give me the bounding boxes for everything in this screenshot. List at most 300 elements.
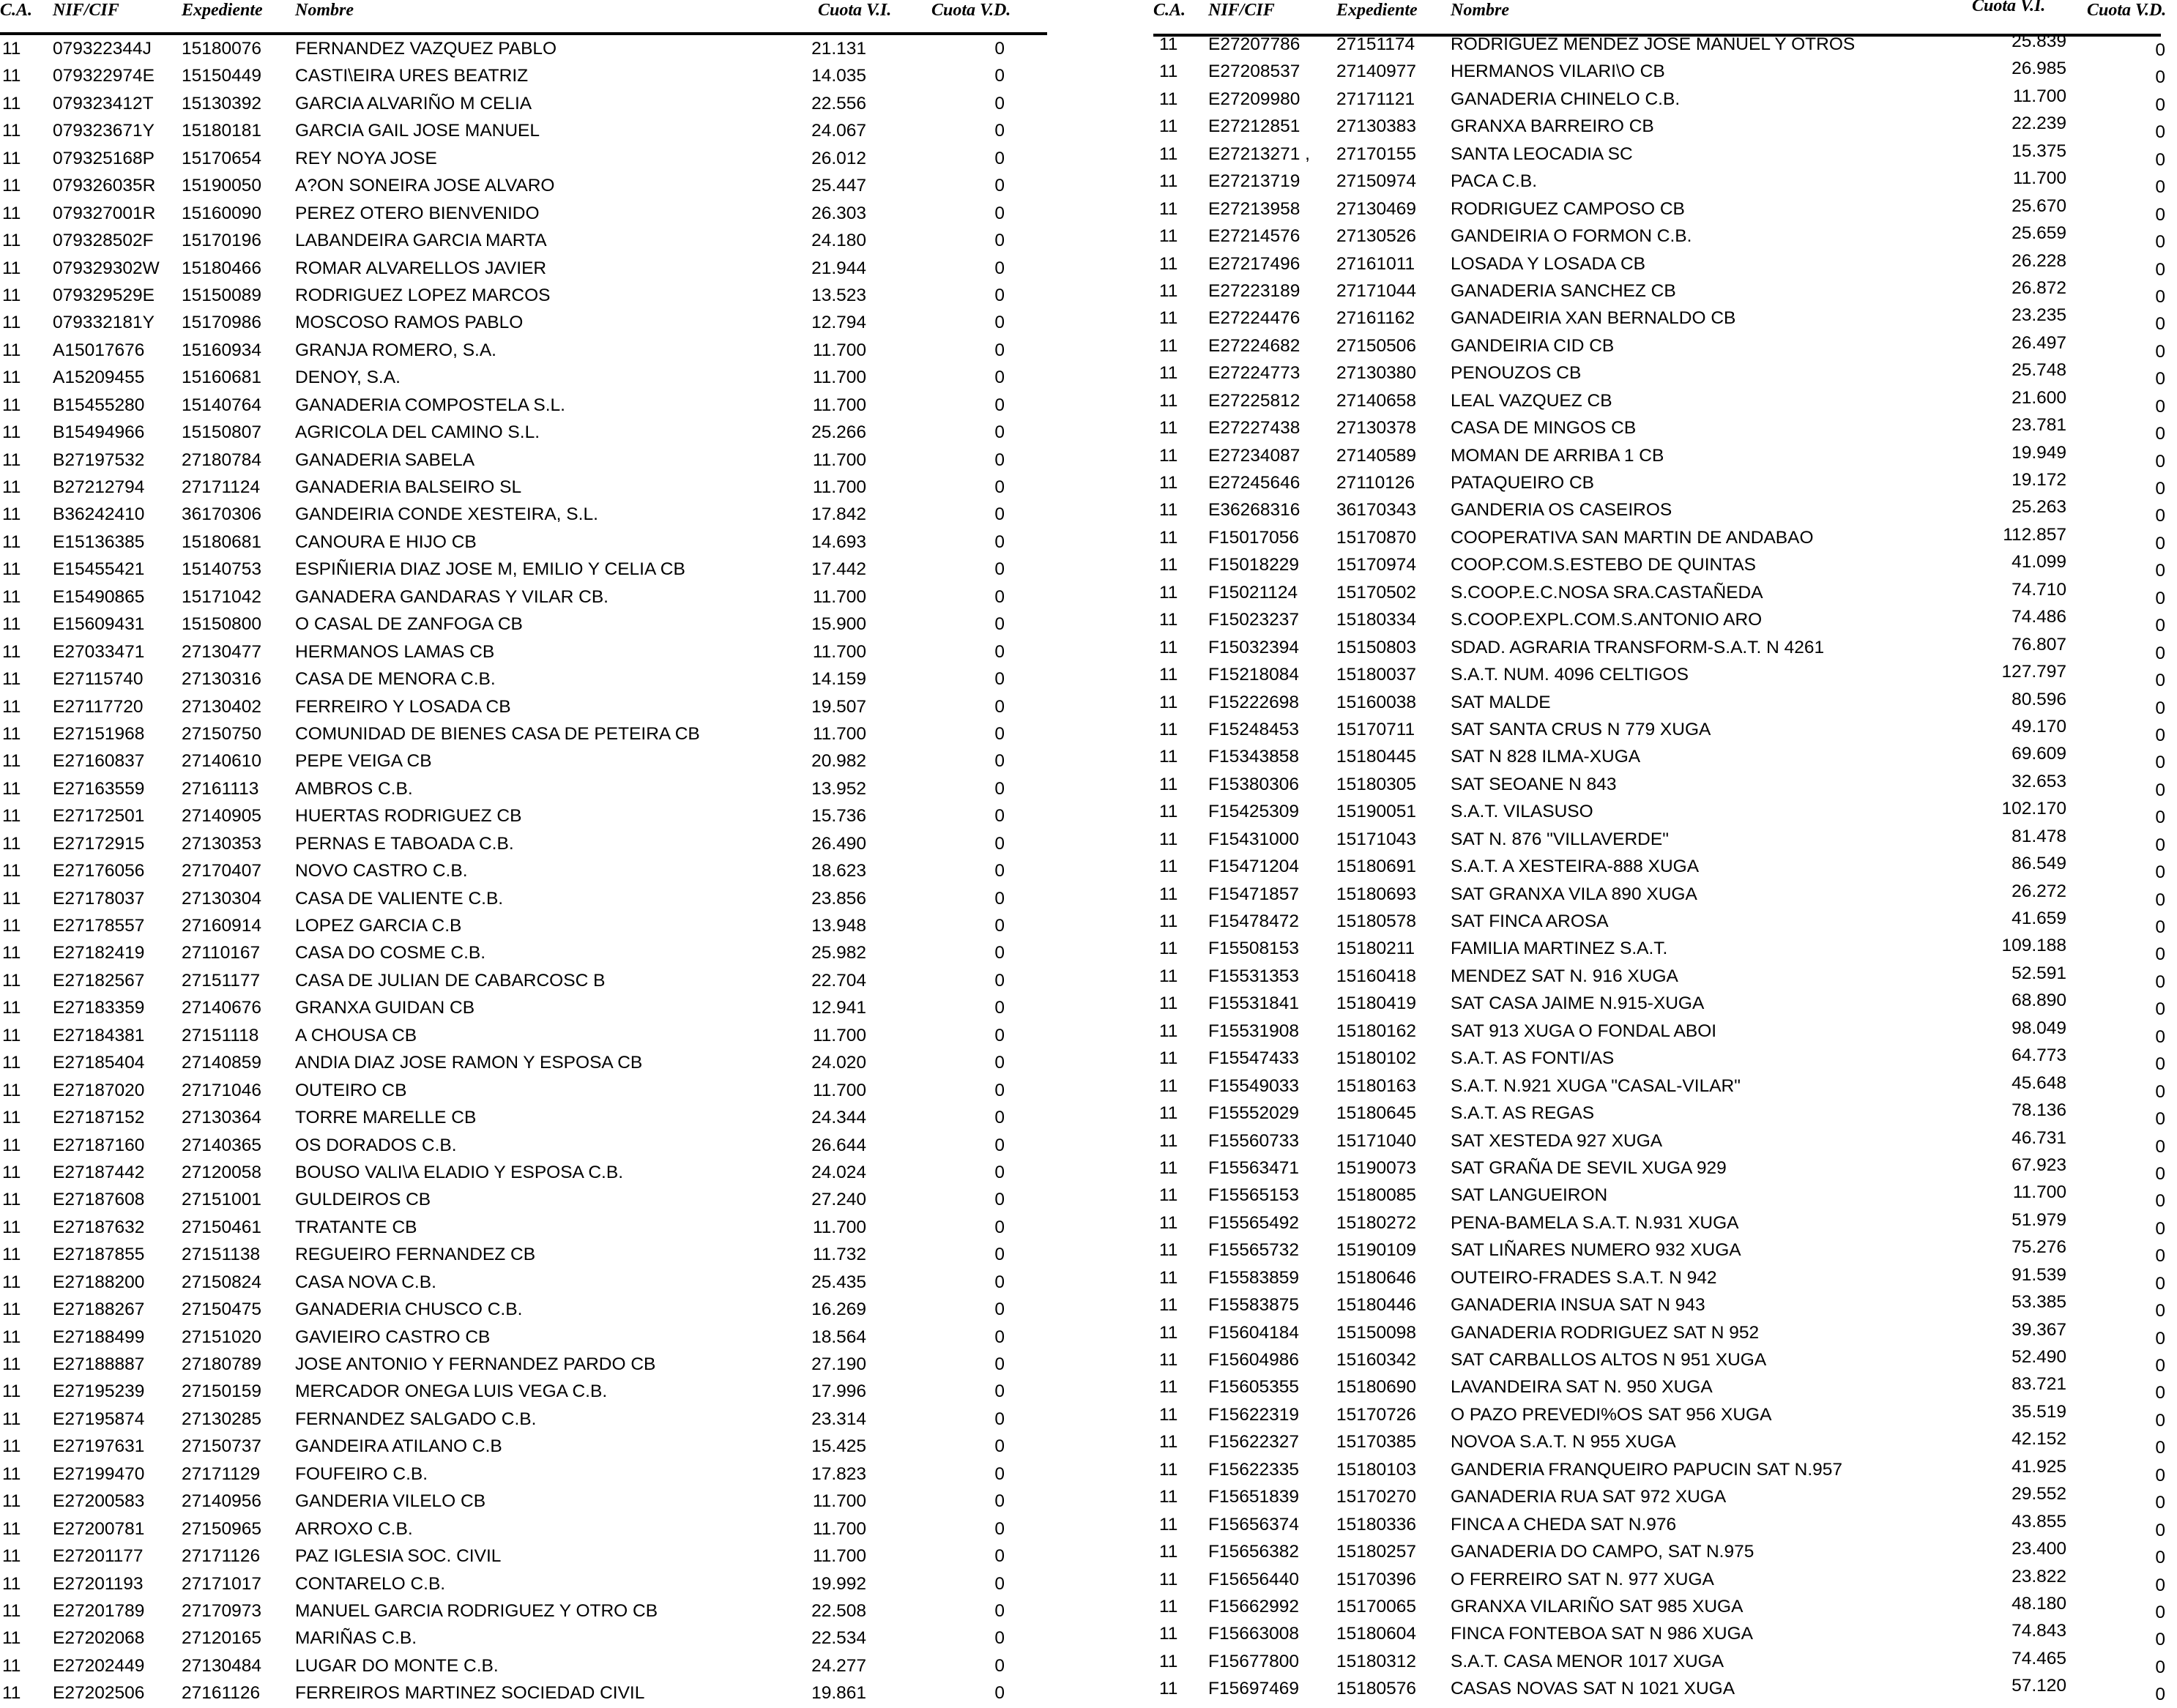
cell-cuota-vd: 0 [2155, 479, 2165, 499]
cell-cuota-vi: 18.564 [811, 1327, 866, 1347]
cell-cuota-vi: 25.670 [2012, 195, 2066, 216]
cell-nif: E27201193 [53, 1573, 144, 1594]
cell-nombre: S.A.T. CASA MENOR 1017 XUGA [1451, 1651, 1724, 1671]
cell-ca: 11 [2, 39, 21, 59]
cell-nombre: S.COOP.E.C.NOSA SRA.CASTAÑEDA [1451, 582, 1763, 603]
cell-nombre: PAZ IGLESIA SOC. CIVIL [295, 1546, 502, 1567]
cell-nif: E27214576 [1208, 226, 1300, 247]
cell-nif: E27202068 [53, 1628, 145, 1649]
table-row [0, 1077, 1047, 1104]
cell-ca: 11 [2, 368, 21, 388]
cell-ca: 11 [2, 66, 21, 86]
cell-nombre: SAT SEOANE N 843 [1451, 774, 1617, 794]
cell-nif: F15565732 [1208, 1240, 1299, 1261]
cell-expediente: 27151020 [182, 1327, 262, 1347]
cell-ca: 11 [1159, 1103, 1178, 1124]
cell-ca: 11 [1159, 911, 1178, 931]
cell-cuota-vi: 74.486 [2012, 607, 2066, 627]
cell-expediente: 15180211 [1336, 939, 1415, 959]
cell-nombre: AMBROS C.B. [295, 778, 413, 799]
cell-expediente: 27150750 [182, 723, 262, 744]
cell-nif: E27160837 [53, 751, 145, 772]
cell-cuota-vi: 21.600 [2012, 387, 2066, 408]
cell-nif: E27187442 [53, 1162, 145, 1182]
cell-expediente: 15180646 [1336, 1267, 1417, 1288]
table-row [0, 501, 1047, 528]
cell-nif: B27197532 [53, 450, 145, 470]
cell-cuota-vd: 0 [2155, 341, 2165, 362]
cell-cuota-vd: 0 [994, 1518, 1005, 1539]
cell-cuota-vd: 0 [2155, 1109, 2165, 1130]
cell-nif: A15209455 [53, 368, 145, 388]
cell-cuota-vi: 69.609 [2012, 744, 2066, 764]
cell-cuota-vi: 20.982 [811, 751, 866, 772]
cell-nif: E27182419 [53, 943, 145, 963]
cell-cuota-vi: 17.442 [811, 559, 866, 580]
cell-nombre: GANDEIRIA CID CB [1451, 335, 1615, 356]
cell-cuota-vi: 26.985 [2012, 59, 2066, 79]
cell-cuota-vi: 74.465 [2012, 1648, 2066, 1668]
cell-cuota-vi: 24.180 [811, 231, 866, 251]
cell-ca: 11 [1159, 34, 1178, 54]
table-row [0, 1022, 1047, 1049]
cell-cuota-vi: 24.067 [811, 121, 866, 141]
table-row [0, 1679, 1047, 1707]
cell-cuota-vi: 19.949 [2012, 442, 2066, 463]
cell-ca: 11 [2, 1162, 21, 1182]
cell-nombre: PENA-BAMELA S.A.T. N.931 XUGA [1451, 1212, 1739, 1233]
cell-ca: 11 [2, 1518, 21, 1539]
cell-cuota-vi: 18.623 [811, 861, 866, 881]
cell-nombre: JOSE ANTONIO Y FERNANDEZ PARDO CB [295, 1354, 656, 1374]
cell-nombre: GANDEIRIA CONDE XESTEIRA, S.L. [295, 504, 598, 525]
cell-ca: 11 [2, 669, 21, 690]
cell-nif: E27200781 [53, 1518, 145, 1539]
cell-nombre: GANDERIA OS CASEIROS [1451, 500, 1672, 521]
cell-cuota-vi: 64.773 [2012, 1045, 2066, 1066]
cell-ca: 11 [1159, 747, 1178, 767]
cell-cuota-vi: 25.982 [811, 943, 866, 963]
cell-expediente: 15150807 [182, 422, 262, 443]
cell-cuota-vi: 23.400 [2012, 1539, 2066, 1559]
cell-cuota-vd: 0 [994, 1025, 1005, 1045]
cell-expediente: 15170986 [182, 313, 262, 333]
header-nombre: Nombre [295, 1, 354, 20]
cell-cuota-vi: 19.861 [811, 1683, 866, 1704]
cell-nombre: PEPE VEIGA CB [295, 751, 432, 772]
cell-nif: F15622327 [1208, 1432, 1299, 1452]
cell-cuota-vd: 0 [2155, 533, 2165, 553]
cell-nombre: CASTI\EIRA URES BEATRIZ [295, 66, 529, 86]
cell-nombre: GANDEIRIA O FORMON C.B. [1451, 226, 1692, 247]
cell-nif: F15248453 [1208, 719, 1299, 739]
cell-expediente: 15170196 [182, 231, 262, 251]
cell-nombre: GANADERIA RODRIGUEZ SAT N 952 [1451, 1322, 1760, 1343]
cell-ca: 11 [2, 176, 21, 196]
cell-ca: 11 [2, 998, 21, 1018]
cell-ca: 11 [2, 943, 21, 963]
cell-cuota-vi: 17.823 [811, 1463, 866, 1484]
cell-expediente: 27130484 [182, 1655, 262, 1676]
cell-cuota-vd: 0 [2155, 1301, 2165, 1321]
cell-nombre: MOSCOSO RAMOS PABLO [295, 313, 524, 333]
cell-nombre: ANDIA DIAZ JOSE RAMON Y ESPOSA CB [295, 1053, 643, 1073]
cell-nif: F15017056 [1208, 527, 1299, 548]
cell-cuota-vi: 24.277 [811, 1655, 866, 1676]
cell-nombre: ESPIÑIERIA DIAZ JOSE M, EMILIO Y CELIA CB [295, 559, 685, 580]
cell-cuota-vi: 91.539 [2012, 1264, 2066, 1285]
cell-expediente: 27140676 [182, 998, 262, 1018]
cell-nif: E27115740 [53, 669, 144, 690]
cell-ca: 11 [2, 450, 21, 470]
cell-cuota-vi: 11.700 [812, 1217, 866, 1237]
cell-ca: 11 [1159, 198, 1178, 219]
cell-ca: 11 [1159, 692, 1178, 712]
cell-nombre: PERNAS E TABOADA C.B. [295, 833, 514, 854]
cell-ca: 11 [1159, 1569, 1178, 1589]
cell-nif: E27199470 [53, 1463, 145, 1484]
table-row [0, 447, 1047, 474]
cell-cuota-vd: 0 [2155, 972, 2165, 992]
cell-nif: F15508153 [1208, 939, 1299, 959]
cell-nombre: SAT N 828 ILMA-XUGA [1451, 747, 1641, 767]
cell-nombre: GANADERIA BALSEIRO SL [295, 477, 522, 497]
table-row [0, 1049, 1047, 1076]
cell-nombre: S.A.T. A XESTEIRA-888 XUGA [1451, 857, 1700, 877]
table-row [0, 309, 1047, 336]
cell-cuota-vd: 0 [2155, 1081, 2165, 1102]
cell-cuota-vi: 81.478 [2012, 826, 2066, 846]
cell-cuota-vi: 78.136 [2012, 1100, 2066, 1121]
cell-nombre: OUTEIRO-FRADES S.A.T. N 942 [1451, 1267, 1717, 1288]
table-row [0, 1186, 1047, 1213]
cell-cuota-vd: 0 [994, 861, 1005, 881]
cell-nombre: SAT N. 876 "VILLAVERDE" [1451, 829, 1669, 849]
cell-expediente: 27130469 [1336, 198, 1417, 219]
cell-nif: 079326035R [53, 176, 156, 196]
cell-expediente: 15140753 [182, 559, 262, 580]
table-row [0, 90, 1047, 117]
header-nombre: Nombre [1451, 1, 1509, 20]
cell-nombre: GANADERIA RUA SAT 972 XUGA [1451, 1487, 1727, 1507]
cell-ca: 11 [2, 1409, 21, 1429]
cell-expediente: 27180784 [182, 450, 262, 470]
table-row [0, 1488, 1047, 1515]
cell-nombre: SAT CARBALLOS ALTOS N 951 XUGA [1451, 1350, 1767, 1370]
cell-nif: E15136385 [53, 532, 145, 552]
cell-ca: 11 [2, 313, 21, 333]
table-row [0, 611, 1047, 638]
cell-nif: F15425309 [1208, 802, 1299, 822]
cell-nif: E27213719 [1208, 171, 1300, 192]
cell-ca: 11 [1159, 390, 1178, 411]
cell-nombre: GAVIEIRO CASTRO CB [295, 1327, 491, 1347]
cell-nif: B27212794 [53, 477, 145, 497]
cell-nombre: O CASAL DE ZANFOGA CB [295, 614, 523, 635]
table-row [0, 1351, 1047, 1378]
cell-cuota-vi: 22.508 [811, 1600, 866, 1621]
cell-cuota-vd: 0 [2155, 1410, 2165, 1431]
cell-cuota-vd: 0 [2155, 67, 2165, 88]
cell-expediente: 27130378 [1336, 418, 1417, 439]
cell-ca: 11 [2, 1327, 21, 1347]
cell-ca: 11 [2, 340, 21, 360]
cell-cuota-vd: 0 [994, 696, 1005, 717]
cell-expediente: 27150737 [182, 1436, 262, 1457]
cell-cuota-vd: 0 [2155, 1026, 2165, 1047]
cell-nif: E27195874 [53, 1409, 145, 1429]
cell-cuota-vd: 0 [2155, 1328, 2165, 1349]
cell-nif: E27207786 [1208, 34, 1300, 54]
cell-ca: 11 [1159, 582, 1178, 603]
cell-expediente: 15180681 [182, 532, 262, 552]
cell-cuota-vd: 0 [994, 1135, 1005, 1155]
table-body [0, 35, 1047, 1707]
header-nif: NIF/CIF [1208, 1, 1275, 20]
cell-cuota-vd: 0 [2155, 890, 2165, 910]
cell-nif: F15531908 [1208, 1021, 1299, 1041]
cell-nif: 079325168P [53, 148, 155, 168]
cell-nif: B15455280 [53, 395, 145, 415]
cell-expediente: 27140859 [182, 1053, 262, 1073]
cell-cuota-vd: 0 [2155, 917, 2165, 937]
cell-nombre: SAT LANGUEIRON [1451, 1185, 1608, 1206]
cell-ca: 11 [1159, 884, 1178, 904]
cell-nombre: LUGAR DO MONTE C.B. [295, 1655, 499, 1676]
cell-nif: F15547433 [1208, 1048, 1299, 1069]
cell-cuota-vi: 41.099 [2012, 552, 2066, 573]
cell-expediente: 36170306 [182, 504, 262, 525]
cell-cuota-vd: 0 [994, 970, 1005, 991]
cell-expediente: 27170973 [182, 1600, 262, 1621]
cell-ca: 11 [1159, 1624, 1178, 1644]
cell-expediente: 15190073 [1336, 1157, 1417, 1178]
cell-nombre: HERMANOS LAMAS CB [295, 641, 495, 662]
cell-expediente: 27160914 [182, 916, 262, 936]
cell-nif: E27234087 [1208, 445, 1300, 466]
cell-ca: 11 [2, 1600, 21, 1621]
cell-nombre: MERCADOR ONEGA LUIS VEGA C.B. [295, 1381, 608, 1402]
cell-cuota-vd: 0 [994, 450, 1005, 470]
cell-cuota-vi: 25.263 [2012, 497, 2066, 518]
cell-expediente: 15180604 [1336, 1624, 1417, 1644]
table-row [0, 117, 1047, 144]
cell-nif: E27188200 [53, 1272, 145, 1292]
cell-cuota-vi: 11.700 [812, 477, 866, 497]
cell-ca: 11 [2, 1080, 21, 1100]
cell-cuota-vd: 0 [994, 1327, 1005, 1347]
cell-cuota-vi: 53.385 [2012, 1292, 2066, 1313]
cell-cuota-vi: 11.700 [812, 1080, 866, 1100]
cell-ca: 11 [1159, 719, 1178, 739]
cell-cuota-vd: 0 [2155, 671, 2165, 691]
cell-cuota-vd: 0 [2155, 944, 2165, 965]
cell-expediente: 15180576 [1336, 1679, 1417, 1699]
cell-nif: E27200583 [53, 1491, 145, 1512]
cell-cuota-vi: 26.272 [2012, 881, 2066, 901]
cell-cuota-vi: 25.659 [2012, 223, 2066, 244]
cell-nombre: COOPERATIVA SAN MARTIN DE ANDABAO [1451, 527, 1814, 548]
cell-nif: E27188499 [53, 1327, 145, 1347]
cell-expediente: 27151001 [182, 1190, 262, 1210]
cell-ca: 11 [2, 696, 21, 717]
table-row [0, 775, 1047, 802]
cell-cuota-vi: 42.152 [2012, 1429, 2066, 1450]
cell-expediente: 27171017 [182, 1573, 262, 1594]
cell-expediente: 15160681 [182, 368, 262, 388]
header-expediente: Expediente [182, 1, 263, 20]
cell-nif: F15552029 [1208, 1103, 1299, 1124]
cell-ca: 11 [1159, 418, 1178, 439]
cell-nombre: CASA DE VALIENTE C.B. [295, 888, 504, 909]
cell-ca: 11 [1159, 802, 1178, 822]
cell-cuota-vd: 0 [994, 368, 1005, 388]
cell-cuota-vd: 0 [2155, 451, 2165, 471]
cell-expediente: 27151174 [1336, 34, 1415, 54]
cell-cuota-vd: 0 [994, 614, 1005, 635]
cell-cuota-vi: 39.367 [2012, 1319, 2066, 1340]
cell-cuota-vd: 0 [994, 1683, 1005, 1704]
cell-cuota-vd: 0 [994, 148, 1005, 168]
cell-cuota-vd: 0 [994, 258, 1005, 278]
table-row [0, 1515, 1047, 1543]
cell-nombre: OS DORADOS C.B. [295, 1135, 457, 1155]
cell-cuota-vd: 0 [994, 1409, 1005, 1429]
cell-nombre: RODRIGUEZ CAMPOSO CB [1451, 198, 1685, 219]
cell-ca: 11 [1159, 1267, 1178, 1288]
cell-nif: 079322344J [53, 39, 152, 59]
cell-cuota-vi: 11.700 [812, 1518, 866, 1539]
cell-expediente: 27161113 [182, 778, 259, 799]
cell-cuota-vi: 24.344 [811, 1108, 866, 1128]
cell-cuota-vi: 14.035 [811, 66, 866, 86]
cell-nif: F15656382 [1208, 1542, 1299, 1562]
cell-cuota-vd: 0 [994, 751, 1005, 772]
cell-expediente: 15180076 [182, 39, 262, 59]
cell-cuota-vi: 15.900 [811, 614, 866, 635]
cell-nombre: GANADERIA SABELA [295, 450, 475, 470]
cell-expediente: 15180162 [1336, 1021, 1417, 1041]
cell-cuota-vd: 0 [994, 1491, 1005, 1512]
cell-ca: 11 [1159, 89, 1178, 109]
cell-nif: F15218084 [1208, 665, 1299, 685]
cell-nif: E27213958 [1208, 198, 1300, 219]
cell-expediente: 15180312 [1336, 1651, 1417, 1671]
cell-cuota-vd: 0 [994, 1436, 1005, 1457]
cell-nif: F15018229 [1208, 555, 1299, 575]
cell-ca: 11 [1159, 966, 1178, 986]
cell-nombre: SAT FINCA AROSA [1451, 911, 1609, 931]
cell-nombre: CASA DO COSME C.B. [295, 943, 486, 963]
cell-nif: E27117720 [53, 696, 144, 717]
table-row [0, 1543, 1047, 1570]
cell-cuota-vd: 0 [994, 888, 1005, 909]
cell-ca: 11 [1159, 1459, 1178, 1480]
table-row [0, 282, 1047, 309]
cell-ca: 11 [1159, 473, 1178, 493]
cell-expediente: 15170396 [1336, 1569, 1417, 1589]
cell-ca: 11 [1159, 226, 1178, 247]
cell-ca: 11 [2, 1272, 21, 1292]
cell-expediente: 27130364 [182, 1108, 262, 1128]
cell-cuota-vd: 0 [2155, 1356, 2165, 1376]
cell-expediente: 15180578 [1336, 911, 1417, 931]
cell-nif: F15478472 [1208, 911, 1299, 931]
cell-nif: F15531353 [1208, 966, 1299, 986]
cell-cuota-vd: 0 [2155, 177, 2165, 198]
cell-cuota-vi: 13.523 [811, 285, 866, 305]
cell-nombre: S.A.T. AS FONTI/AS [1451, 1048, 1615, 1069]
cell-cuota-vd: 0 [994, 422, 1005, 443]
cell-cuota-vi: 112.857 [2003, 524, 2066, 545]
cell-nif: E27245646 [1208, 473, 1300, 493]
cell-expediente: 15180446 [1336, 1295, 1417, 1316]
cell-cuota-vd: 0 [2155, 588, 2165, 608]
cell-cuota-vi: 11.700 [812, 1025, 866, 1045]
cell-cuota-vi: 52.591 [2012, 963, 2066, 983]
cell-ca: 11 [1159, 1075, 1178, 1096]
cell-expediente: 27130316 [182, 669, 262, 690]
cell-cuota-vi: 26.490 [811, 833, 866, 854]
cell-cuota-vd: 0 [994, 586, 1005, 607]
cell-ca: 11 [1159, 1487, 1178, 1507]
cell-ca: 11 [2, 1573, 21, 1594]
cell-cuota-vd: 0 [994, 39, 1005, 59]
cell-ca: 11 [2, 258, 21, 278]
cell-nombre: CASA DE MINGOS CB [1451, 418, 1637, 439]
cell-cuota-vd: 0 [2155, 259, 2165, 280]
cell-ca: 11 [1159, 116, 1178, 137]
cell-cuota-vi: 76.807 [2012, 634, 2066, 655]
cell-nif: E27201789 [53, 1600, 145, 1621]
cell-expediente: 27170155 [1336, 143, 1417, 164]
cell-expediente: 27171121 [1336, 89, 1415, 109]
cell-nif: E27224682 [1208, 335, 1300, 356]
cell-nombre: CASA DE JULIAN DE CABARCOSC B [295, 970, 606, 991]
cell-expediente: 15171040 [1336, 1130, 1417, 1151]
cell-nombre: FOUFEIRO C.B. [295, 1463, 428, 1484]
table-row [0, 1159, 1047, 1186]
cell-nombre: SAT GRANXA VILA 890 XUGA [1451, 884, 1697, 904]
cell-nif: E27197631 [53, 1436, 145, 1457]
cell-nif: F15565492 [1208, 1212, 1299, 1233]
cell-ca: 11 [2, 1683, 21, 1704]
cell-nombre: OUTEIRO CB [295, 1080, 407, 1100]
cell-cuota-vi: 15.736 [811, 806, 866, 827]
cell-expediente: 27130285 [182, 1409, 262, 1429]
table-row [0, 255, 1047, 282]
cell-expediente: 27110167 [182, 943, 261, 963]
cell-ca: 11 [1159, 308, 1178, 329]
cell-nif: 079328502F [53, 231, 154, 251]
table-row [0, 474, 1047, 501]
cell-nif: F15343858 [1208, 747, 1299, 767]
cell-nombre: FAMILIA MARTINEZ S.A.T. [1451, 939, 1668, 959]
cell-ca: 11 [1159, 665, 1178, 685]
table-row [0, 200, 1047, 227]
cell-cuota-vd: 0 [994, 231, 1005, 251]
cell-expediente: 27140956 [182, 1491, 262, 1512]
table-row [0, 720, 1047, 747]
cell-ca: 11 [1159, 1212, 1178, 1233]
cell-cuota-vd: 0 [2155, 643, 2165, 663]
cell-nif: E27178037 [53, 888, 145, 909]
cell-cuota-vd: 0 [2155, 835, 2165, 855]
cell-nombre: SAT 913 XUGA O FONDAL ABOI [1451, 1021, 1717, 1041]
cell-ca: 11 [2, 1217, 21, 1237]
cell-cuota-vi: 41.925 [2012, 1456, 2066, 1477]
cell-nombre: A?ON SONEIRA JOSE ALVARO [295, 176, 555, 196]
